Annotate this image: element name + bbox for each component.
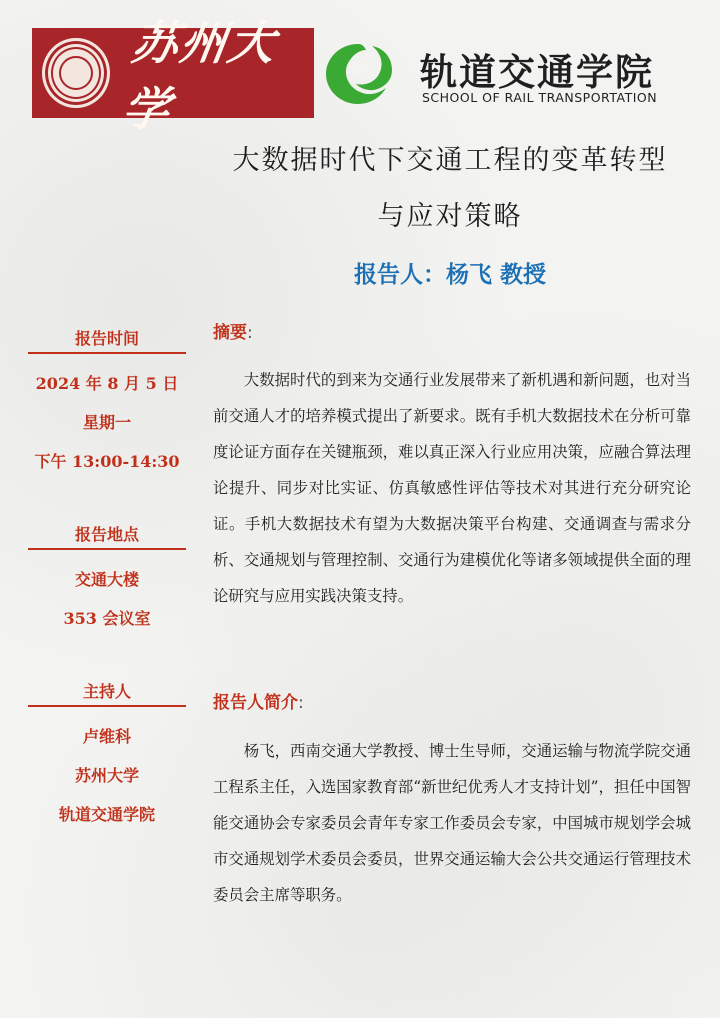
abstract-heading-colon: : <box>247 323 253 343</box>
header <box>32 16 692 136</box>
soochow-university-logo <box>32 16 314 136</box>
rail-school-logo-icon <box>322 40 394 108</box>
bio-text: 杨飞，西南交通大学教授、博士生导师，交通运输与物流学院交通工程系主任，入选国家教育部“新世纪优秀人才支持计划”，担任中国智能交通协会专家委员会青年专家工作委员会专家，中国城市规划学会城市交通规划学术委员会委员，世界交通运输大会公共交通运行管理技术委员会主席等职务。 <box>213 742 691 904</box>
school-name-cn: 轨道交通学院 <box>420 51 654 94</box>
bio-heading-colon: : <box>298 693 304 713</box>
university-name: 苏州大学 <box>119 16 281 136</box>
abstract-heading <box>213 318 253 343</box>
location-building: 交通大楼 <box>74 570 139 589</box>
report-title-line1: 大数据时代下交通工程的变革转型 <box>232 145 668 176</box>
time-heading: 报告时间 <box>28 326 186 354</box>
report-title-line2: 与应对策略 <box>377 201 523 232</box>
location-section <box>28 522 186 638</box>
host-university: 苏州大学 <box>74 766 139 785</box>
time-date: 2024 年 8 月 5 日 <box>35 374 179 393</box>
bio-heading <box>213 688 304 713</box>
abstract-heading-text: 摘要 <box>213 323 247 343</box>
host-section <box>28 679 186 834</box>
host-heading: 主持人 <box>28 679 186 707</box>
host-school: 轨道交通学院 <box>58 805 155 824</box>
location-heading: 报告地点 <box>28 522 186 550</box>
speaker-line: 报告人：杨飞 教授 <box>353 262 546 288</box>
time-weekday: 星期一 <box>82 413 131 432</box>
university-seal-icon <box>42 38 110 108</box>
time-hours: 下午 13:00-14:30 <box>34 452 180 471</box>
bio-heading-text: 报告人简介 <box>213 693 298 713</box>
abstract-text: 大数据时代的到来为交通行业发展带来了新机遇和新问题，也对当前交通人才的培养模式提出了新要求。既有手机大数据技术在分析可靠度论证方面存在关键瓶颈，难以真正深入行业应用决策，应融合算法理论提升、同步对比实证、仿真敏感性评估等技术对其进行充分研究论证。手机大数据技术有望为大数据决策平台构建、交通调查与需求分析、交通规划与管理控制、交通行为建模优化等诸多领域提供全面的理论研究与应用实践决策支持。 <box>213 371 691 605</box>
school-name-en: SCHOOL OF RAIL TRANSPORTATION <box>422 90 658 105</box>
host-name: 卢维科 <box>82 727 131 746</box>
location-room: 353 会议室 <box>63 609 151 628</box>
time-section <box>28 326 186 481</box>
